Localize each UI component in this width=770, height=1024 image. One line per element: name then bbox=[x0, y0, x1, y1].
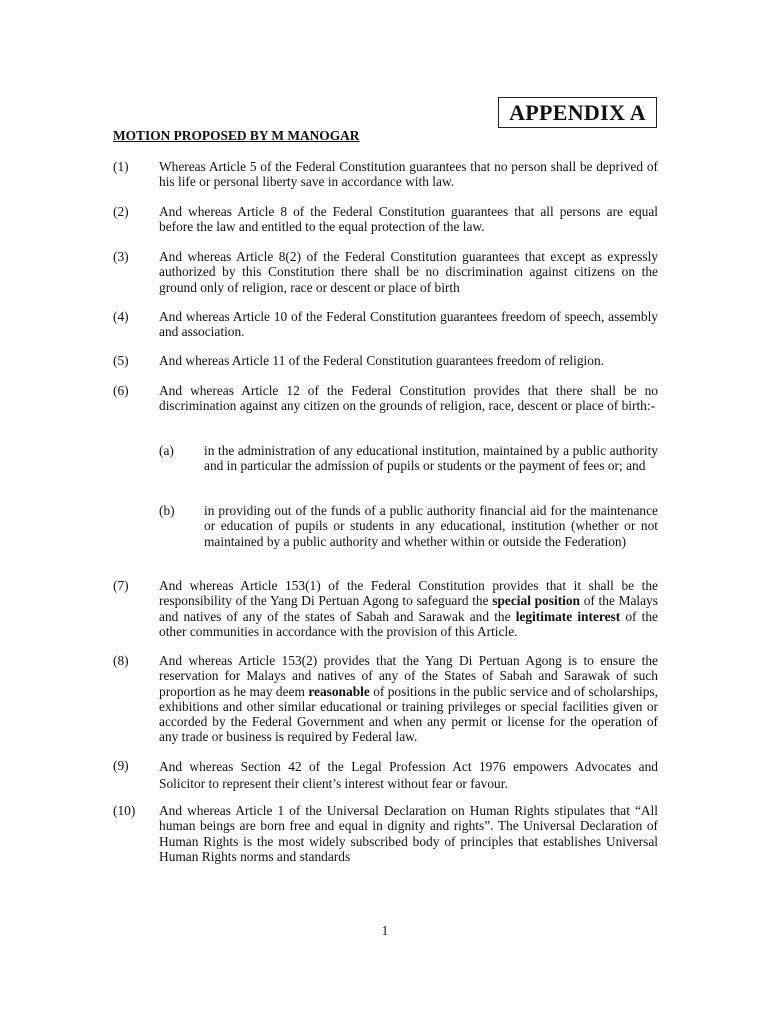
subclause-letter: (a) bbox=[159, 443, 174, 458]
clause-number: (5) bbox=[113, 353, 129, 368]
clause-number: (3) bbox=[113, 249, 129, 264]
page-number: 1 bbox=[381, 923, 389, 938]
clause-number: (4) bbox=[113, 309, 129, 324]
clause-text: And whereas Article 8(2) of the Federal Constitution guarantees that except as expressly authorized by this Constitution there shall be no discrimination against citizens on the ground only of religion, race or descent or place of birth bbox=[159, 249, 658, 295]
appendix-label: APPENDIX A bbox=[498, 97, 657, 128]
clause-text bbox=[159, 653, 658, 745]
clause-number: (8) bbox=[113, 653, 129, 668]
clause-text-part: of positions in the public service and of scholarships, exhibitions and other similar educational or training privileges or special facilities given or accorded by the Federal Government and when any permit or license for the operation of any trade or business is required by Federal law. bbox=[159, 683, 658, 745]
clause-text-part: And whereas Article 153(1) of the Federal Constitution provides that it shall be the responsibility of the Yang Di Pertuan Agong to safeguard the bbox=[159, 578, 658, 609]
clause-number: (6) bbox=[113, 383, 129, 398]
clause-text: And whereas Article 11 of the Federal Constitution guarantees freedom of religion. bbox=[159, 353, 604, 368]
clause-number: (1) bbox=[113, 159, 129, 174]
subclause-text: in the administration of any educational institution, maintained by a public authority and in particular the admission of pupils or students or the payment of fees or; and bbox=[204, 443, 658, 474]
clause-text bbox=[159, 578, 658, 639]
clause-text: And whereas Article 8 of the Federal Constitution guarantees that all persons are equal before the law and entitled to the equal protection of the law. bbox=[159, 204, 658, 235]
clause-number: (7) bbox=[113, 578, 129, 593]
clause-text-part: And whereas Article 153(2) provides that the Yang Di Pertuan Agong is to ensure the reservation for Malays and natives of any of the States of Sabah and Sarawak of such proportion as he may deem bbox=[159, 653, 658, 699]
subclause-text: in providing out of the funds of a public authority financial aid for the maintenance or education of pupils or students in any educational, institution (whether or not maintained by a public authority and whether within or outside the Federation) bbox=[204, 503, 658, 549]
clause-number: (9) bbox=[113, 758, 129, 773]
clause-text: And whereas Article 12 of the Federal Constitution provides that there shall be no discrimination against any citizen on the grounds of religion, race, descent or place of birth:- bbox=[159, 383, 658, 414]
clause-text: And whereas Article 1 of the Universal Declaration on Human Rights stipulates that “All human beings are born free and equal in dignity and rights”. The Universal Declaration of Human Rights is the most widely subscribed body of principles that establishes Universal Human Rights norms and standards bbox=[159, 803, 658, 864]
legitimate-interest-emphasis: legitimate interest bbox=[515, 608, 621, 624]
clause-number: (10) bbox=[113, 803, 136, 818]
special-position-emphasis: special position bbox=[492, 593, 581, 609]
clause-number: (2) bbox=[113, 204, 129, 219]
clause-text-part: of the Malays and natives of any of the states of Sabah and Sarawak and the bbox=[159, 593, 658, 624]
subclause-letter: (b) bbox=[159, 503, 175, 518]
motion-title: MOTION PROPOSED BY M MANOGAR bbox=[113, 128, 360, 143]
clause-text: And whereas Article 10 of the Federal Constitution guarantees freedom of speech, assembly and association. bbox=[159, 309, 658, 340]
clause-text-part: of the other communities in accordance with the provision of this Article. bbox=[159, 608, 658, 639]
clause-text: Whereas Article 5 of the Federal Constitution guarantees that no person shall be deprived of his life or personal liberty save in accordance with law. bbox=[159, 159, 658, 190]
reasonable-emphasis: reasonable bbox=[308, 683, 370, 699]
clause-text: And whereas Section 42 of the Legal Profession Act 1976 empowers Advocates and Solicitor to represent their client’s interest without fear or favour. bbox=[159, 759, 658, 791]
